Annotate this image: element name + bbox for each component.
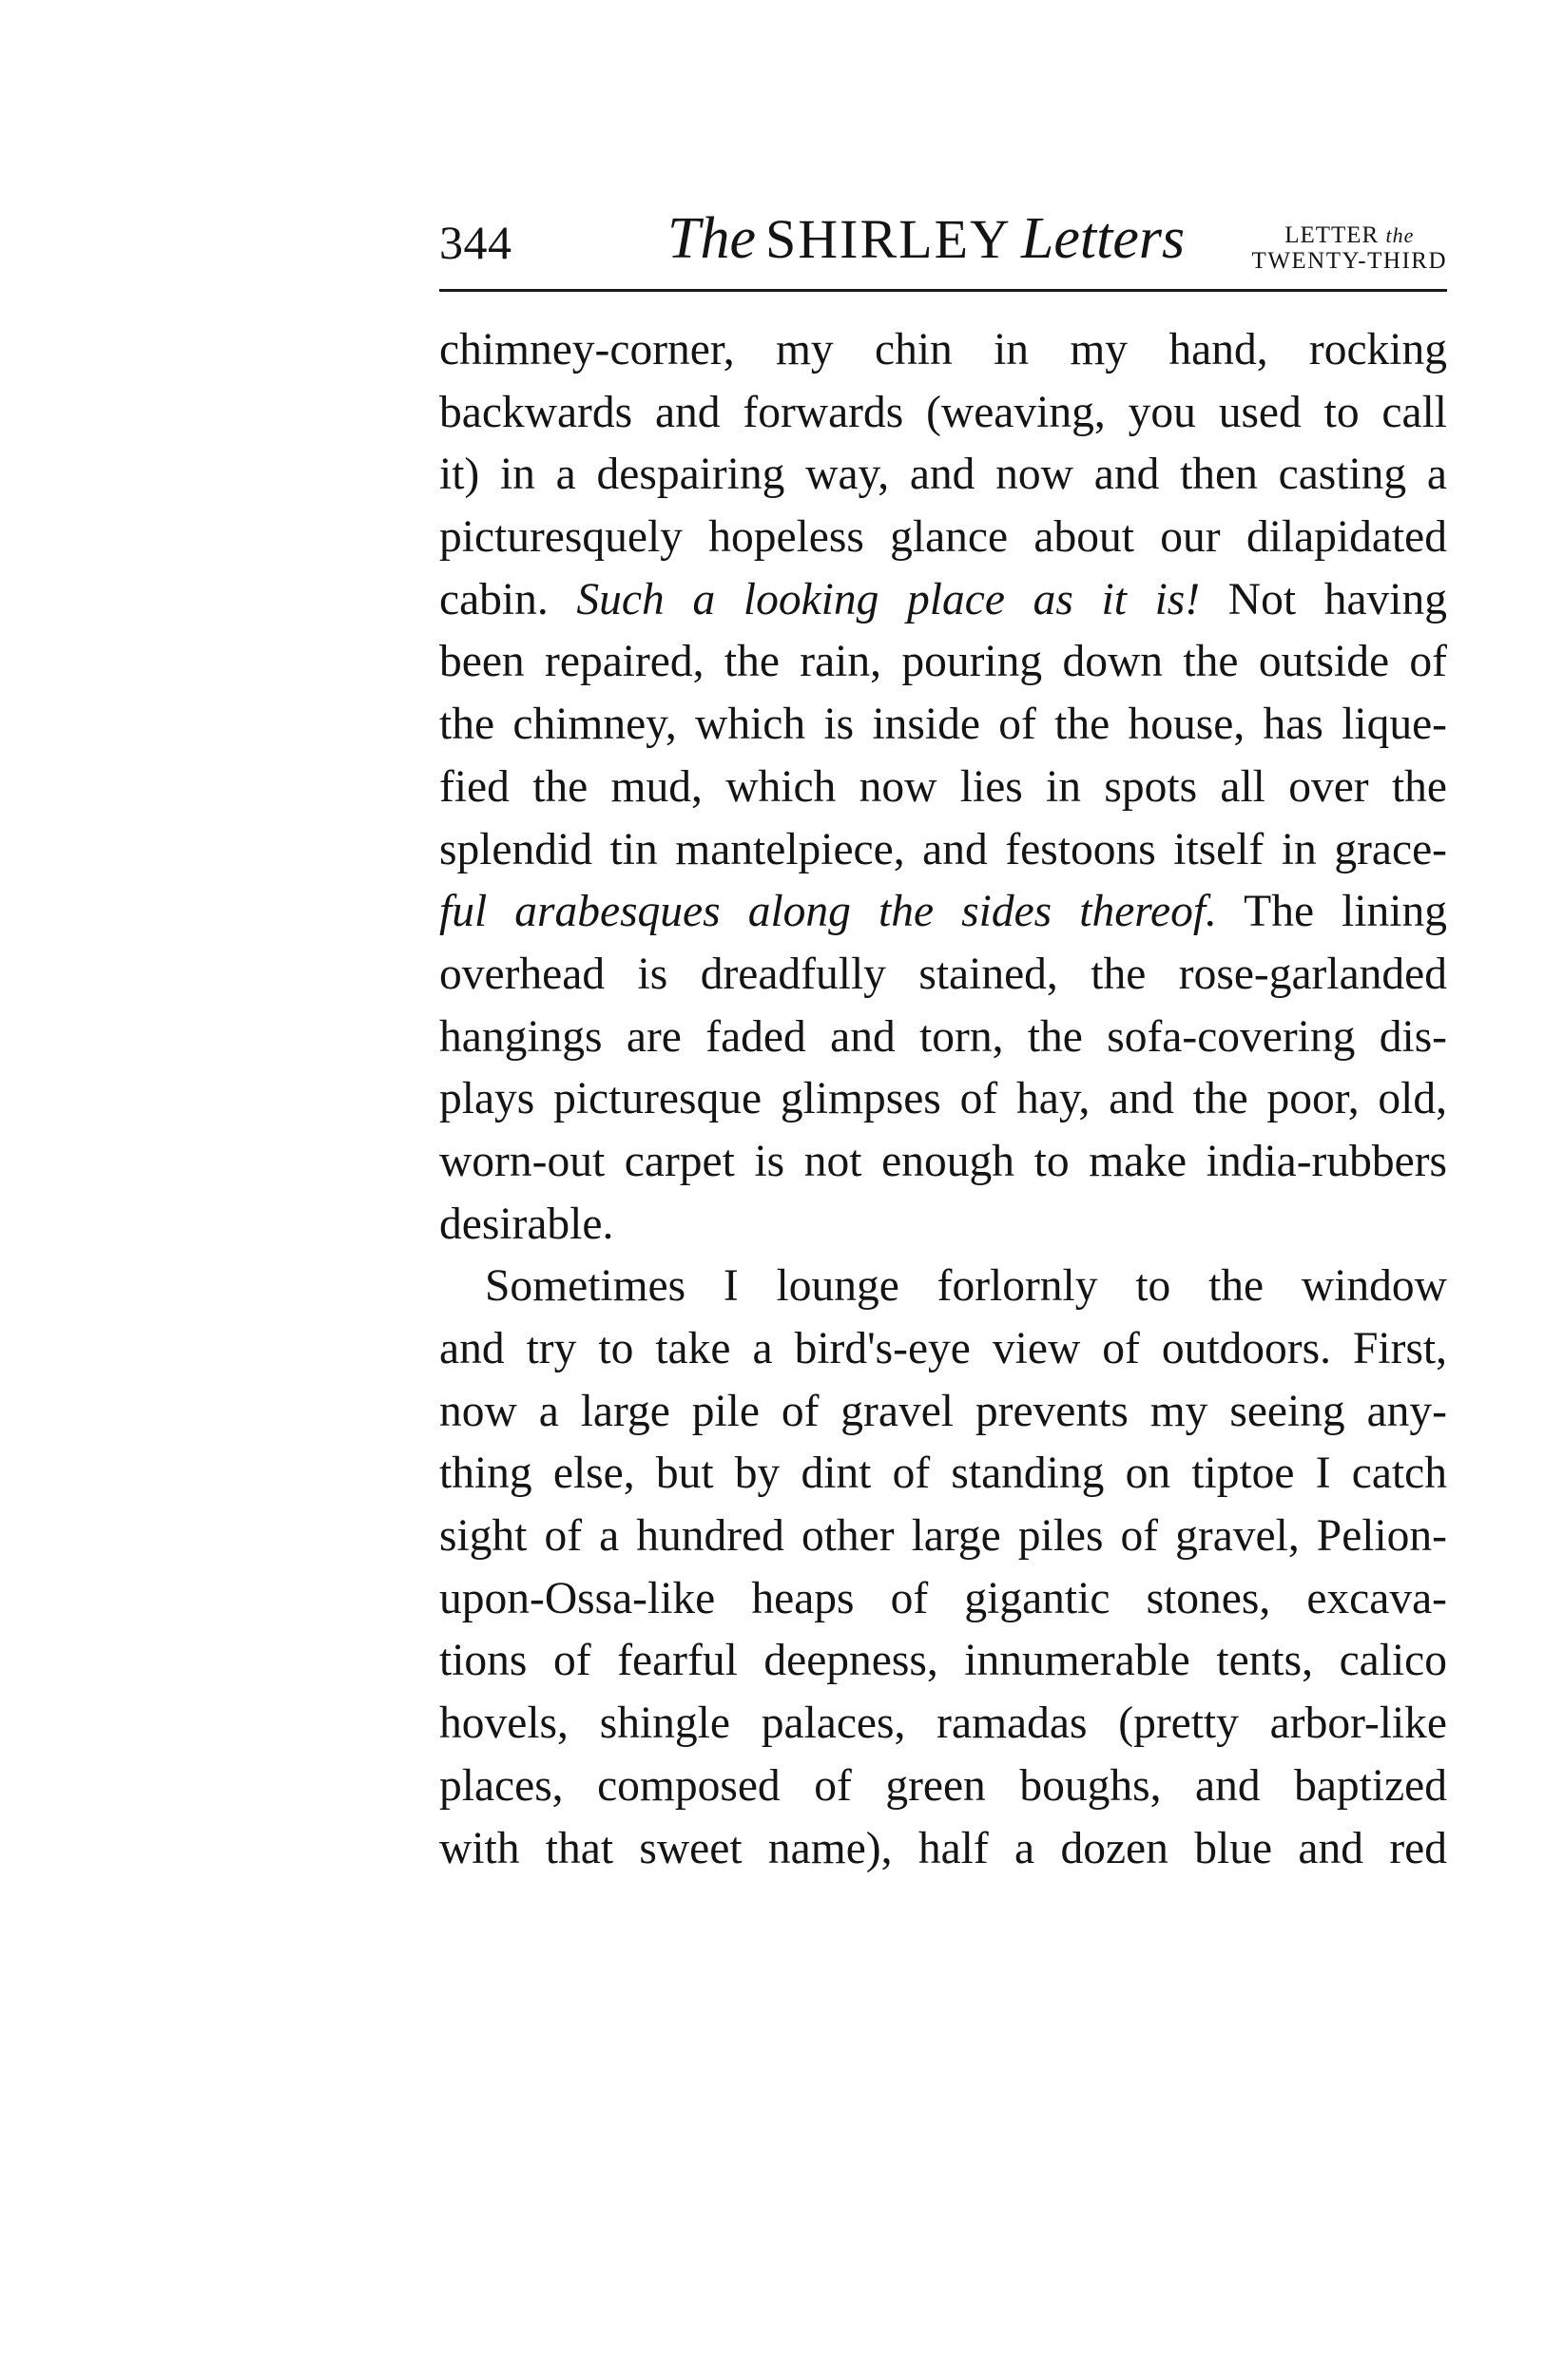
- text-segment: plays picturesque glimpses of hay, and the poor, old,: [439, 1074, 1447, 1124]
- letter-label-word: LETTER: [1284, 222, 1380, 248]
- letter-label-line1: [1284, 222, 1414, 248]
- text-line: [439, 819, 1447, 882]
- text-line: [439, 1443, 1447, 1506]
- text-line: [439, 1068, 1447, 1131]
- text-line: [439, 881, 1447, 944]
- text-segment: sight of a hundred other large piles of gravel, Pelion-: [439, 1511, 1447, 1562]
- text-segment: places, composed of green boughs, and baptized: [439, 1760, 1447, 1811]
- text-segment: the chimney, which is inside of the house, has lique-: [439, 700, 1447, 750]
- text-line: [439, 1131, 1447, 1194]
- text-segment: hovels, shingle palaces, ramadas (pretty arbor-like: [439, 1699, 1447, 1749]
- text-segment: with that sweet name), half a dozen blue and red: [439, 1823, 1447, 1873]
- text-segment: it) in a despairing way, and now and then casting a: [439, 450, 1447, 500]
- text-line: [439, 444, 1447, 507]
- text-segment: Sometimes I lounge forlornly to the window: [485, 1261, 1447, 1312]
- text-line: [439, 1693, 1447, 1756]
- text-segment-italic: ful arabesques along the sides thereof.: [439, 887, 1217, 937]
- text-segment: cabin.: [439, 574, 577, 624]
- text-line: [439, 1756, 1447, 1818]
- book-title-the: The: [667, 206, 756, 271]
- text-line: [439, 1506, 1447, 1568]
- text-line: [439, 1568, 1447, 1631]
- letter-label-line2: TWENTY-THIRD: [1251, 248, 1447, 274]
- text-line: [439, 1630, 1447, 1693]
- header-rule: [439, 289, 1447, 292]
- text-segment: and try to take a bird's-eye view of outdoors. First,: [439, 1324, 1447, 1373]
- text-line: [439, 1318, 1447, 1381]
- text-line: [439, 319, 1447, 382]
- text-segment: Not having: [1200, 574, 1447, 624]
- text-line: [439, 507, 1447, 569]
- text-line: [439, 944, 1447, 1007]
- text-segment: backwards and forwards (weaving, you used to call: [439, 387, 1447, 437]
- text-line: [439, 382, 1447, 445]
- text-line: [439, 757, 1447, 819]
- running-head: [439, 205, 1447, 281]
- text-segment: thing else, but by dint of standing on tiptoe I catch: [439, 1449, 1447, 1499]
- text-line: [439, 1818, 1447, 1881]
- text-segment: splendid tin mantelpiece, and festoons itself in grace-: [439, 824, 1447, 874]
- text-segment-italic: Such a looking place as it is!: [576, 574, 1201, 624]
- text-line: [439, 1007, 1447, 1069]
- text-segment: been repaired, the rain, pouring down the outside of: [439, 637, 1447, 687]
- text-line: [439, 1256, 1447, 1318]
- text-line: [439, 1381, 1447, 1444]
- book-title-shirley: SHIRLEY: [765, 208, 1012, 270]
- letter-label-the: the: [1385, 223, 1415, 247]
- text-segment: overhead is dreadfully stained, the rose-garlanded: [439, 949, 1447, 999]
- body-text: [439, 319, 1447, 1880]
- text-segment: hangings are faded and torn, the sofa-covering dis-: [439, 1011, 1447, 1062]
- page-number: 344: [439, 216, 512, 269]
- text-line: [439, 631, 1447, 694]
- text-segment: upon-Ossa-like heaps of gigantic stones, excava-: [439, 1573, 1447, 1623]
- text-line: [439, 694, 1447, 757]
- text-segment: fied the mud, which now lies in spots all over the: [439, 761, 1447, 812]
- text-segment: chimney-corner, my chin in my hand, rocking: [439, 325, 1447, 374]
- text-segment: now a large pile of gravel prevents my seeing any-: [439, 1386, 1447, 1436]
- text-segment: worn-out carpet is not enough to make india-rubbers: [439, 1136, 1447, 1186]
- book-title: [667, 205, 1185, 273]
- text-segment: picturesquely hopeless glance about our dilapidated: [439, 512, 1447, 563]
- text-segment: desirable.: [439, 1199, 614, 1249]
- text-line: [439, 1194, 1447, 1257]
- letter-number-label: [1252, 224, 1447, 273]
- text-line: [439, 569, 1447, 632]
- text-segment: The lining: [1216, 887, 1447, 937]
- text-segment: tions of fearful deepness, innumerable tents, calico: [439, 1636, 1447, 1686]
- book-title-letters: Letters: [1020, 206, 1186, 271]
